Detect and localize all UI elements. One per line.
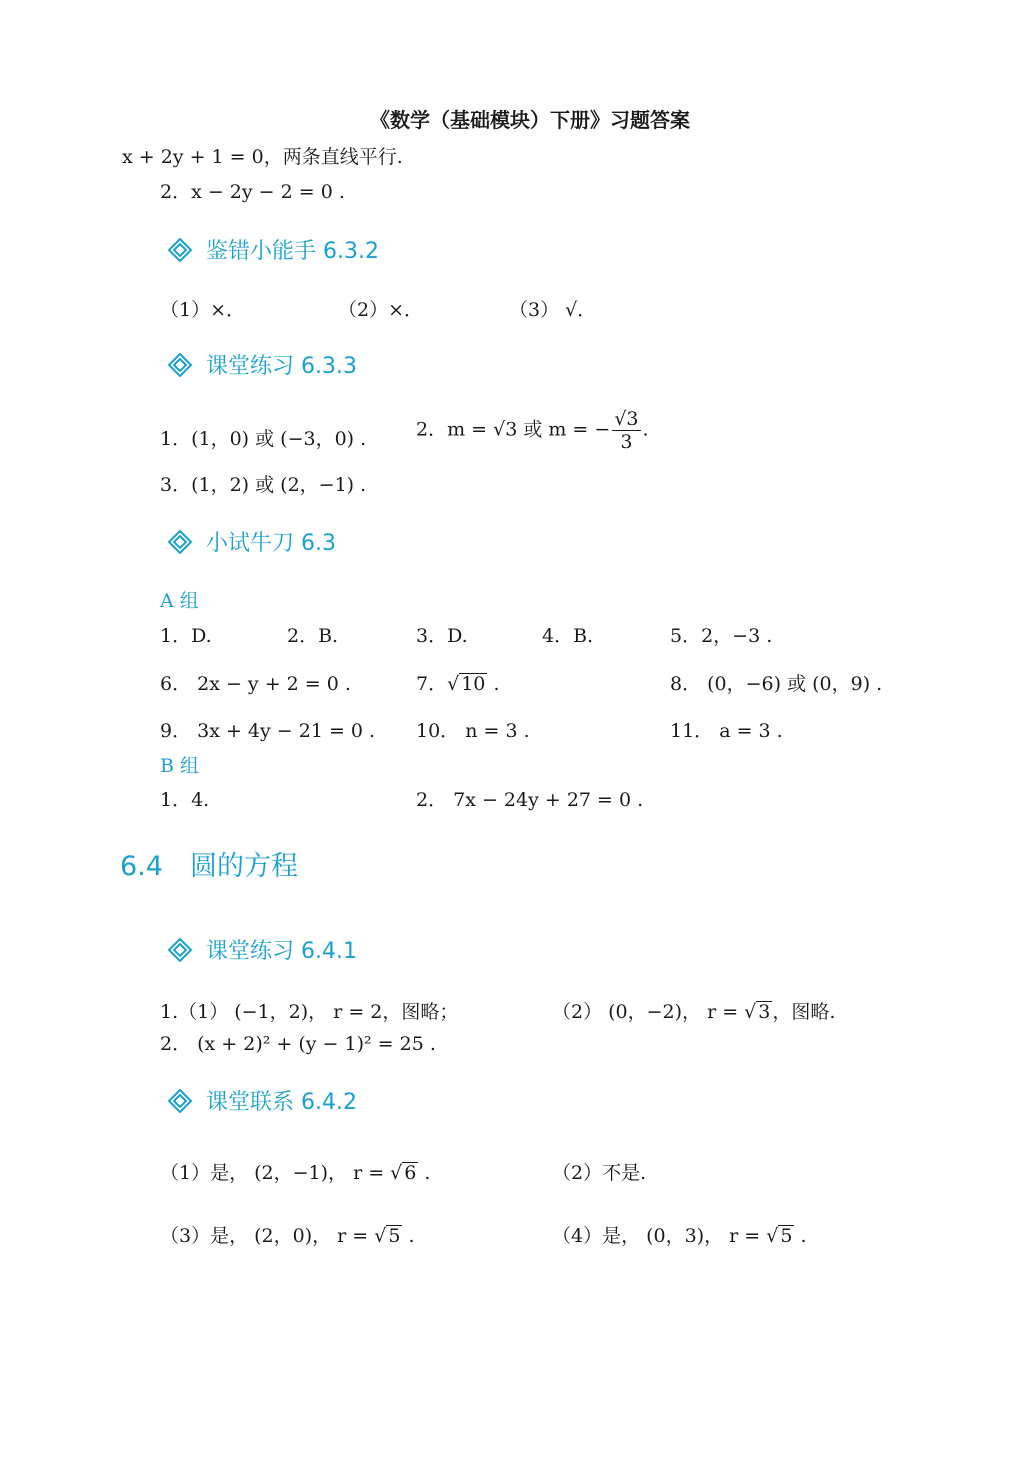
section-heading-text: 课堂练习 6.3.3 [206,354,357,379]
diamond-bullet-icon [168,530,192,554]
diamond-bullet-icon [168,938,192,962]
radicand: 5 [780,1225,793,1247]
section-heading-text: 课堂练习 6.4.1 [206,939,357,964]
answer-text: ，图略. [772,1001,836,1023]
answer-item: 1.（1） (−1，2)， r = 2，图略； [160,1001,459,1023]
section-heading [168,934,357,965]
answer-text: 2．m = √3 或 m = − [416,418,611,441]
answer-item: 2． (x + 2)² + (y − 1)² = 25 . [160,1033,436,1055]
page-header-title: 《数学（基础模块）下册》习题答案 [370,108,690,132]
answer-item: （3） √． [509,299,597,321]
group-label: A 组 [160,590,199,612]
answer-line: 2．x − 2y − 2 = 0 . [160,181,345,203]
answer-text: . [493,673,500,695]
answer-item: 6． 2x − y + 2 = 0 . [160,673,351,695]
answer-item: 1．(1，0) 或 (−3，0) . [160,428,367,450]
section-heading-text: 鉴错小能手 6.3.2 [206,239,379,264]
section-heading-text: 课堂联系 6.4.2 [206,1090,357,1115]
answer-item: 9． 3x + 4y − 21 = 0 . [160,720,376,742]
answer-text: （4）是， (0，3)， r = [552,1225,767,1247]
radicand: 10 [461,673,486,695]
answer-item: 7．√ 10 . [416,673,500,695]
answer-text: （1）是， (2，−1)， r = [160,1162,391,1184]
answer-text: （2） (0，−2)， r = [552,1001,745,1023]
radicand: 5 [388,1225,401,1247]
section-heading [168,234,379,265]
answer-item: 1．D. [160,625,212,647]
answer-item: （2） (0，−2)， r = √ 3 ，图略. [552,1001,836,1023]
answer-item: （3）是， (2，0)， r = √ 5 . [160,1225,415,1247]
answer-item: 2． 7x − 24y + 27 = 0 . [416,789,644,811]
answer-item: 11． a = 3 . [670,720,783,742]
answer-text: . [408,1225,415,1247]
section-heading [168,1085,357,1116]
answer-item: 3．D. [416,625,468,647]
fraction-denominator: 3 [620,431,633,453]
answer-item: 5．2，−3 . [670,625,773,647]
answer-text: . [800,1225,807,1247]
fraction [612,408,640,453]
answer-item: 1．4. [160,789,210,811]
answer-item: （2）×． [338,299,424,321]
answer-item: 3．(1，2) 或 (2，−1) . [160,474,367,496]
answer-text: . [642,418,649,441]
diamond-bullet-icon [168,238,192,262]
section-heading [168,349,357,380]
answer-item [416,408,649,453]
answer-item: 2．B. [287,625,339,647]
answer-item: 10． n = 3 . [416,720,530,742]
answer-item: （1）是， (2，−1)， r = √ 6 . [160,1162,431,1184]
answer-text: 7． [416,673,448,695]
fraction-numerator: √3 [614,408,639,430]
answer-item: （4）是， (0，3)， r = √ 5 . [552,1225,807,1247]
section-title: 6.4 圆的方程 [120,851,298,882]
answer-item: 4．B. [542,625,594,647]
answer-text: （3）是， (2，0)， r = [160,1225,375,1247]
radicand: 6 [404,1162,417,1184]
group-label: B 组 [160,755,200,777]
answer-item: 8． (0，−6) 或 (0，9) . [670,673,883,695]
answer-item: （2）不是. [552,1162,647,1184]
diamond-bullet-icon [168,1089,192,1113]
section-heading-text: 小试牛刀 6.3 [206,531,336,556]
answer-item: （1）×． [160,299,246,321]
answer-line: x + 2y + 1 = 0，两条直线平行. [122,146,403,168]
section-heading [168,526,336,557]
answer-text: . [424,1162,431,1184]
radicand: 3 [758,1001,771,1023]
diamond-bullet-icon [168,353,192,377]
